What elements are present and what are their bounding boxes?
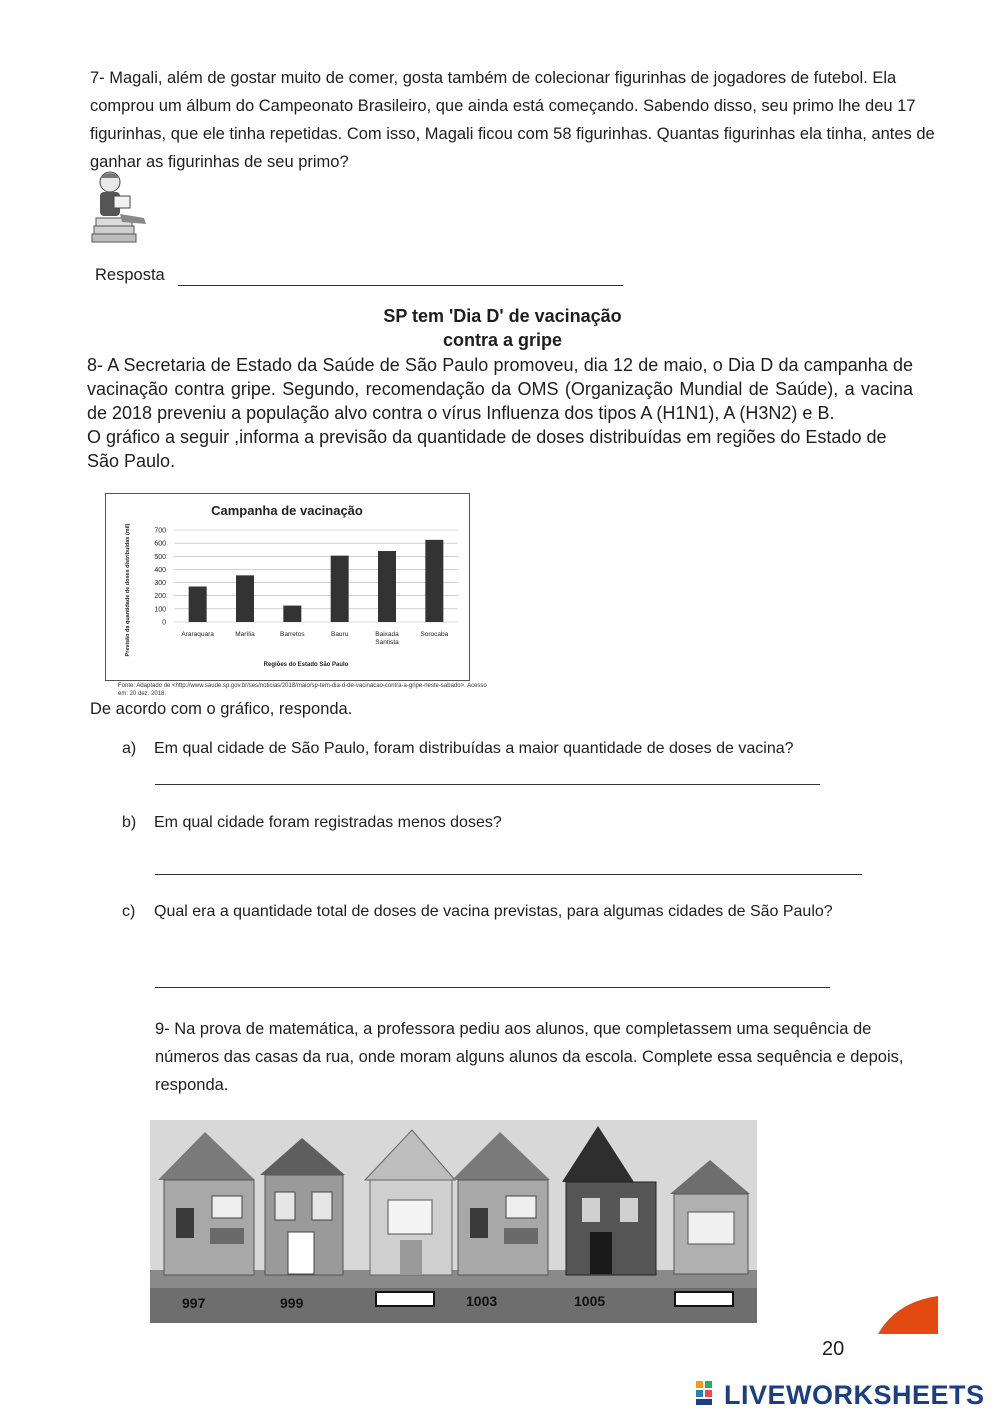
liveworksheets-logo-icon [696,1381,722,1405]
chart-y-tick-label: 100 [154,606,166,614]
item-label: a) [122,740,137,757]
answer-label: Resposta [95,266,165,284]
answer-line-a[interactable] [155,784,820,785]
chart-y-tick-label: 200 [154,593,166,601]
page-number: 20 [822,1338,845,1360]
answer-line[interactable] [178,285,623,286]
question-9-text: 9- Na prova de matemática, a professora pediu aos alunos, que completassem uma sequência de números das casas da rua, onde moram alguns alunos da escola. Complete essa sequência e depois, responda. [155,1020,904,1094]
answer-line-c[interactable] [155,987,830,988]
chart-x-tick-label: Marília [235,631,255,638]
page-corner-accent [878,1296,938,1334]
question-8a [122,740,794,758]
houses-illustration [150,1120,757,1323]
chart-y-tick-label: 500 [154,553,166,561]
liveworksheets-brand: LIVEWORKSHEETS [724,1380,985,1410]
question-7-text: 7- Magali, além de gostar muito de comer, gosta também de colecionar figurinhas de jogadores de futebol. Ela comprou um álbum do Campeonato Brasileiro, que ainda está começando. Sabendo disso, seu primo lhe deu 17 figurinhas, que ele tinha repetidas. Com isso, Magali ficou com 58 figurinhas. Quantas figurinhas ela tinha, antes de ganhar as figurinhas de seu primo? [90,69,935,171]
chart-y-tick-label: 0 [162,619,166,627]
chart-bar-baixada-santista [378,551,396,622]
house-number-1: 997 [182,1295,206,1311]
answer-line-b[interactable] [155,874,862,875]
question-8c [122,898,912,954]
house-number-blank-1[interactable] [376,1292,434,1306]
chart-source: Fonte: Adaptado de <http://www.saude.sp.gov.br/ses/noticias/2018/maio/sp-tem-dia-d-de-vacinacao-contra-a-gripe-neste-sabado>. Acesso em: 20 dez. 2018. [118,683,487,697]
chart-y-tick-label: 400 [154,566,166,574]
question-8b [122,814,502,832]
article-title-line1: SP tem 'Dia D' de vacinação [383,306,622,326]
chart-prompt: De acordo com o gráfico, responda. [90,700,353,718]
chart-x-tick-label: Baixada Santista [375,631,399,646]
item-text: Em qual cidade foram registradas menos doses? [154,814,502,831]
article-title-line2: contra a gripe [442,330,563,350]
chart-bar-barretos [283,606,301,622]
question-8-paragraph-2: O gráfico a seguir ,informa a previsão da quantidade de doses distribuídas em regiões do Estado de São Paulo. [87,427,887,471]
chart-y-tick-label: 700 [154,527,166,535]
house-number-5: 1005 [574,1293,606,1309]
house-number-4: 1003 [466,1293,498,1309]
student-reading-illustration [88,168,152,250]
houses-sequence-image [150,1120,757,1323]
chart-title: Campanha de vacinação [211,503,363,518]
chart-bar-sorocaba [425,540,443,622]
house-number-blank-2[interactable] [675,1292,733,1306]
chart-x-tick-label: Sorocaba [420,631,449,638]
chart-bar-marília [236,575,254,622]
chart-x-axis-label: Regiões do Estado São Paulo [263,662,349,668]
question-8-text [87,353,913,473]
item-text: Qual era a quantidade total de doses de vacina previstas, para algumas cidades de São Paulo? [154,903,833,920]
item-label: c) [122,903,136,920]
question-8-paragraph-1: 8- A Secretaria de Estado da Saúde de São Paulo promoveu, dia 12 de maio, o Dia D da campanha de vacinação contra gripe. Segundo, recomendação da OMS (Organização Mundial de Saúde), a vacina de 2018 preveniu a população alvo contra o vírus Influenza dos tipos A (H1N1), A (H3N2) e B. [87,355,913,423]
chart-y-axis-label: Previsão da quantidade de doses distribuídas (mil) [125,523,131,657]
item-label: b) [122,814,137,831]
chart-x-tick-label: Araraquara [181,631,214,638]
house-number-2: 999 [280,1295,304,1311]
chart-x-tick-label: Barretos [280,631,305,638]
chart-bar-bauru [331,556,349,622]
chart-svg [106,494,469,680]
chart-bar-araraquara [189,587,207,622]
item-text: Em qual cidade de São Paulo, foram distribuídas a maior quantidade de doses de vacina? [154,740,794,757]
chart-y-tick-label: 300 [154,580,166,588]
vaccination-chart [105,493,470,681]
chart-x-tick-label: Bauru [330,631,349,638]
chart-y-tick-label: 600 [154,540,166,548]
